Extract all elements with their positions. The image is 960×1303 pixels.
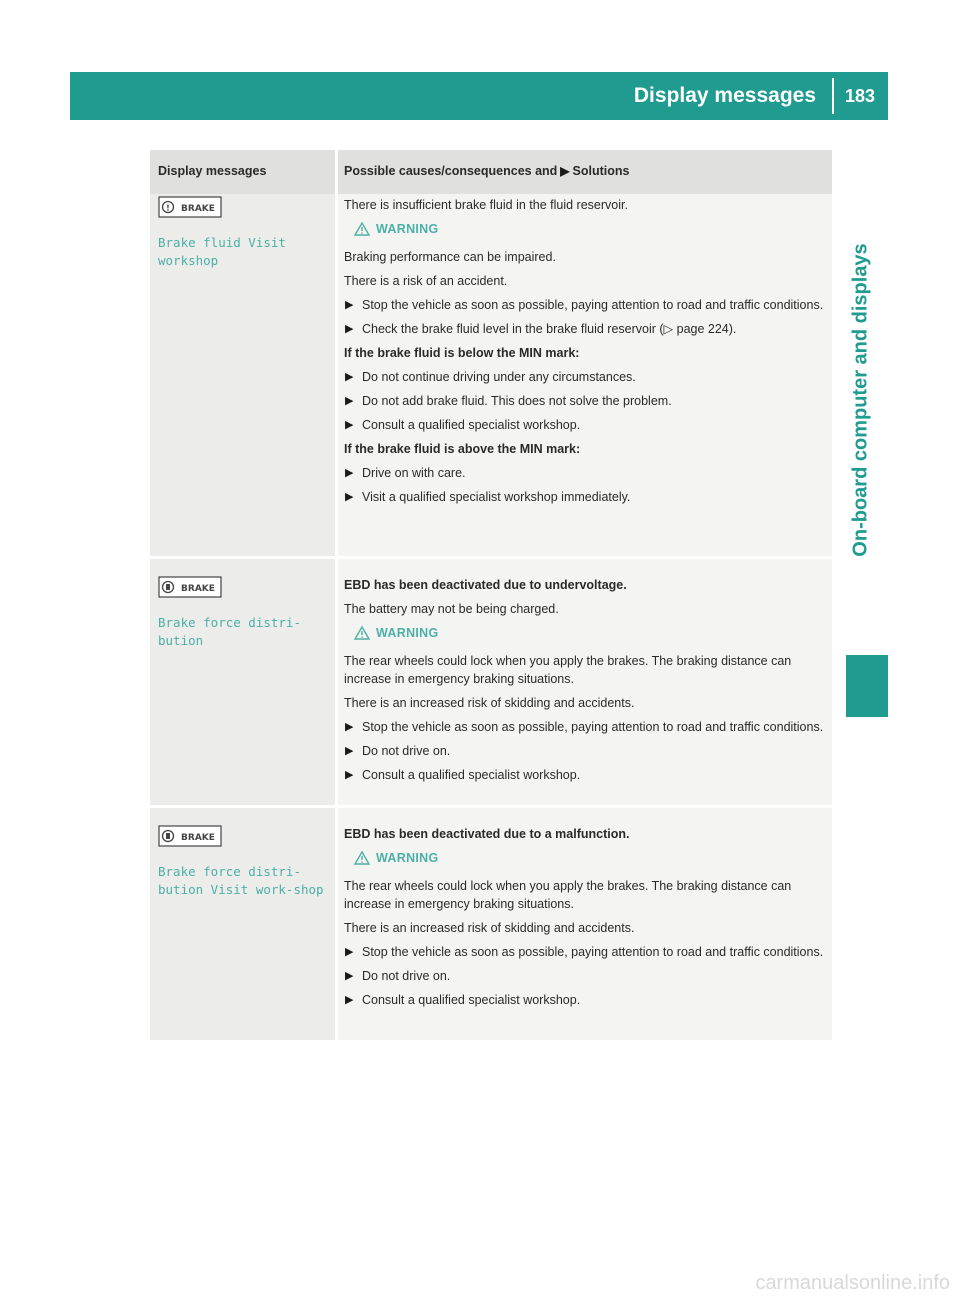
instruction-step [344, 967, 830, 985]
step-arrow-icon: ▶ [345, 491, 354, 503]
step-text: Do not add brake fluid. This does not solve the problem. [362, 394, 672, 408]
step-text: Stop the vehicle as soon as possible, paying attention to road and traffic conditions. [362, 945, 824, 959]
step-text: Consult a qualified specialist workshop. [362, 768, 581, 782]
warning-label: WARNING [376, 222, 439, 236]
step-text: Check the brake fluid level in the brake fluid reservoir (▷ page 224). [362, 322, 737, 336]
side-tab-marker [846, 655, 888, 717]
page-number: 183 [844, 86, 876, 106]
brake-distribution-icon [158, 825, 222, 847]
step-arrow-icon: ▶ [345, 970, 354, 982]
row-separator [150, 556, 832, 559]
step-arrow-icon: ▶ [345, 745, 354, 757]
header-divider [832, 78, 834, 114]
instruction-step [344, 392, 830, 410]
instruction-step [344, 718, 830, 736]
step-arrow-icon: ▶ [345, 323, 354, 335]
step-text: Stop the vehicle as soon as possible, paying attention to road and traffic conditions. [362, 720, 824, 734]
warning-label: WARNING [376, 626, 439, 640]
warning-notice [354, 624, 830, 644]
step-arrow-icon: ▶ [345, 467, 354, 479]
message-code: Brake force distri-bution [158, 615, 301, 648]
step-text: Consult a qualified specialist workshop. [362, 993, 581, 1007]
message-code: Brake force distri-bution Visit work-shop [158, 864, 324, 897]
paragraph: There is an increased risk of skidding and accidents. [344, 696, 635, 710]
step-arrow-icon: ▶ [345, 395, 354, 407]
warning-triangle-icon [354, 626, 370, 645]
instruction-step [344, 488, 830, 506]
table-row-causes [344, 196, 830, 512]
paragraph: EBD has been deactivated due to undervoltage. [344, 578, 627, 592]
step-arrow-icon: ▶ [345, 721, 354, 733]
brake-distribution-icon [158, 576, 222, 598]
row-separator [150, 805, 832, 808]
step-text: Consult a qualified specialist workshop. [362, 418, 581, 432]
paragraph: The rear wheels could lock when you apply the brakes. The braking distance can increase in emergency braking situations. [344, 879, 792, 911]
warning-label: WARNING [376, 851, 439, 865]
side-tab [836, 170, 886, 630]
paragraph: There is a risk of an accident. [344, 274, 508, 288]
step-arrow-icon: ▶ [345, 769, 354, 781]
brake-warning-icon [158, 196, 222, 218]
column-header-causes-text: Possible causes/consequences and [344, 164, 558, 178]
warning-triangle-icon [354, 222, 370, 241]
warning-triangle-icon [354, 851, 370, 870]
paragraph: EBD has been deactivated due to a malfunction. [344, 827, 630, 841]
step-arrow-icon: ▶ [345, 371, 354, 383]
column-header-messages: Display messages [158, 164, 267, 178]
table-row-message [158, 825, 333, 899]
watermark: carmanualsonline.info [755, 1272, 950, 1294]
table-row-causes [344, 825, 830, 1015]
instruction-step [344, 464, 830, 482]
step-text: Do not drive on. [362, 969, 451, 983]
page-header [70, 72, 888, 120]
step-text: Drive on with care. [362, 466, 466, 480]
paragraph: There is insufficient brake fluid in the fluid reservoir. [344, 198, 628, 212]
svg-text:BRAKE: BRAKE [181, 204, 215, 214]
step-arrow-icon: ▶ [345, 299, 354, 311]
side-tab-label: On-board computer and displays [849, 243, 872, 557]
instruction-step [344, 991, 830, 1009]
table-row-message [158, 576, 333, 650]
arrow-right-icon: ▶ [560, 164, 570, 178]
paragraph: Braking performance can be impaired. [344, 250, 556, 264]
table-row-causes [344, 576, 830, 790]
instruction-step [344, 416, 830, 434]
step-text: Stop the vehicle as soon as possible, paying attention to road and traffic conditions. [362, 298, 824, 312]
svg-text:BRAKE: BRAKE [181, 833, 215, 843]
instruction-step [344, 742, 830, 760]
step-text: Visit a qualified specialist workshop immediately. [362, 490, 631, 504]
instruction-step [344, 320, 830, 338]
step-arrow-icon: ▶ [345, 994, 354, 1006]
svg-text:!: ! [166, 203, 170, 213]
paragraph: The rear wheels could lock when you apply the brakes. The braking distance can increase in emergency braking situations. [344, 654, 792, 686]
paragraph: If the brake fluid is below the MIN mark: [344, 346, 580, 360]
paragraph: There is an increased risk of skidding and accidents. [344, 921, 635, 935]
warning-notice [354, 220, 830, 240]
warning-notice [354, 849, 830, 869]
header-title: Display messages [633, 84, 816, 107]
step-text: Do not drive on. [362, 744, 451, 758]
instruction-step [344, 368, 830, 386]
step-arrow-icon: ▶ [345, 419, 354, 431]
step-arrow-icon: ▶ [345, 946, 354, 958]
paragraph: The battery may not be being charged. [344, 602, 559, 616]
svg-text:BRAKE: BRAKE [181, 584, 215, 594]
instruction-step [344, 766, 830, 784]
paragraph: If the brake fluid is above the MIN mark: [344, 442, 581, 456]
messages-table [150, 150, 832, 1040]
column-header-solutions-text: Solutions [572, 164, 630, 178]
instruction-step [344, 943, 830, 961]
table-row-message [158, 196, 333, 270]
column-header-causes [344, 164, 629, 178]
instruction-step [344, 296, 830, 314]
step-text: Do not continue driving under any circumstances. [362, 370, 636, 384]
message-code: Brake fluid Visit workshop [158, 235, 286, 268]
